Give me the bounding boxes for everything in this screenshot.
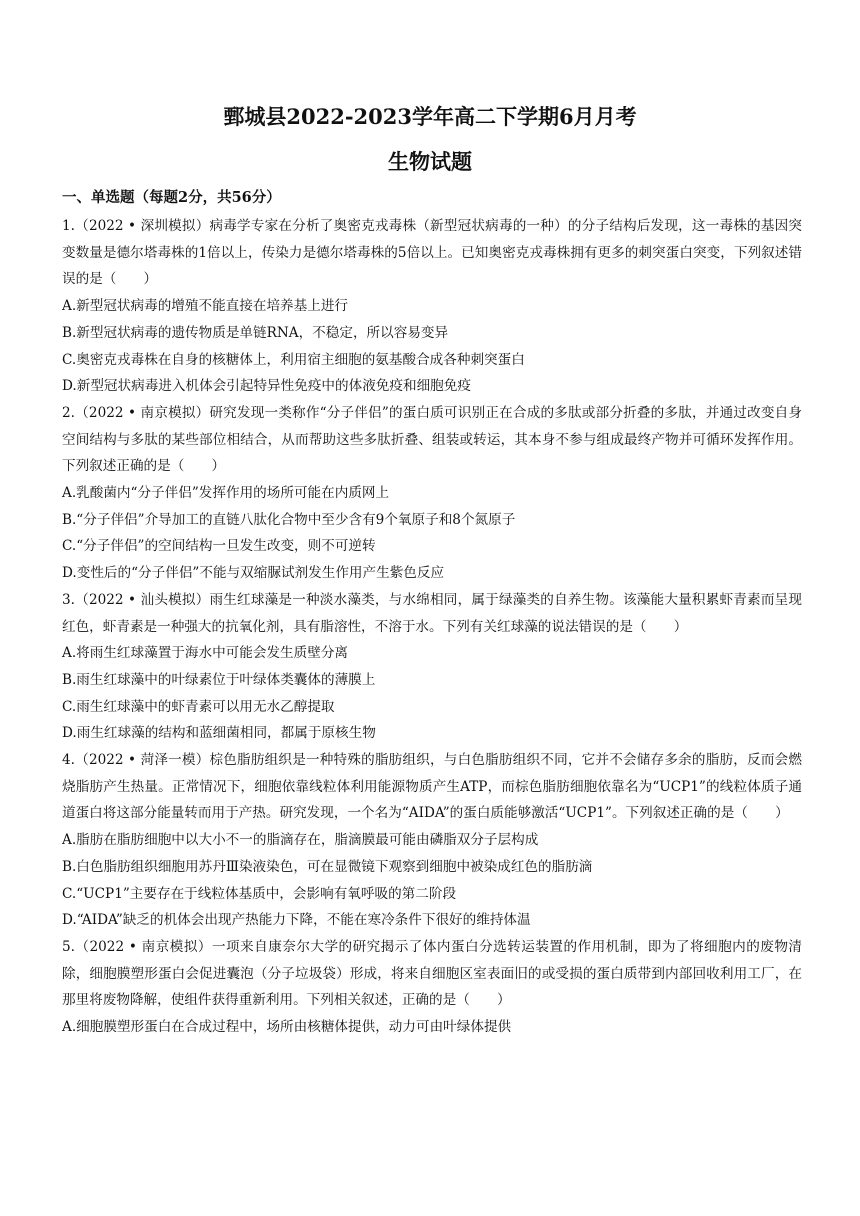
option-d: D.新型冠状病毒进入机体会引起特异性免疫中的体液免疫和细胞免疫	[62, 378, 471, 395]
question-4	[62, 747, 802, 934]
option-d: D.雨生红球藻的结构和蓝细菌相同，都属于原核生物	[62, 725, 376, 742]
question-stem: 5.（2022 • 南京模拟）一项来自康奈尔大学的研究揭示了体内蛋白分选转运装置的作用机制，即为了将细胞内的废物清除，细胞膜塑形蛋白会促进囊泡（分子垃圾袋）形成，将来自细胞区室表面旧的或受损的蛋白质带到内部回收利用工厂，在那里将废物降解，使组件获得重新利用。下列相关叙述，正确的是（ ）	[62, 938, 802, 1009]
question-3	[62, 587, 802, 747]
option-c: C.雨生红球藻中的虾青素可以用无水乙醇提取	[62, 698, 335, 715]
option-b: B.白色脂肪组织细胞用苏丹Ⅲ染液染色，可在显微镜下观察到细胞中被染成红色的脂肪滴	[62, 858, 593, 875]
question-list	[62, 213, 802, 1041]
option-c: C.“分子伴侣”的空间结构一旦发生改变，则不可逆转	[62, 538, 376, 555]
option-c: C.“UCP1”主要存在于线粒体基质中，会影响有氧呼吸的第二阶段	[62, 885, 457, 902]
option-b: B.雨生红球藻中的叶绿素位于叶绿体类囊体的薄膜上	[62, 671, 376, 688]
question-2	[62, 400, 802, 587]
option-a: A.脂肪在脂肪细胞中以大小不一的脂滴存在，脂滴膜最可能由磷脂双分子层构成	[62, 832, 539, 849]
option-b: B.新型冠状病毒的遗传物质是单链RNA，不稳定，所以容易变异	[62, 324, 449, 341]
exam-title: 鄄城县2022-2023学年高二下学期6月月考	[223, 104, 637, 129]
question-stem: 2.（2022 • 南京模拟）研究发现一类称作“分子伴侣”的蛋白质可识别正在合成的多肽或部分折叠的多肽，并通过改变自身空间结构与多肽的某些部位相结合，从而帮助这些多肽折叠、组装或转运，其本身不参与组成最终产物并可循环发挥作用。下列叙述正确的是（ ）	[62, 404, 802, 475]
option-a: A.细胞膜塑形蛋白在合成过程中，场所由核糖体提供，动力可由叶绿体提供	[62, 1019, 512, 1036]
option-d: D.变性后的“分子伴侣”不能与双缩脲试剂发生作用产生紫色反应	[62, 565, 445, 582]
section-heading: 一、单选题（每题2分，共56分）	[62, 189, 281, 206]
question-stem: 3.（2022 • 汕头模拟）雨生红球藻是一种淡水藻类，与水绵相同，属于绿藻类的自养生物。该藻能大量积累虾青素而呈现红色，虾青素是一种强大的抗氧化剂，具有脂溶性，不溶于水。下列有关红球藻的说法错误的是（ ）	[62, 591, 802, 635]
option-a: A.乳酸菌内“分子伴侣”发挥作用的场所可能在内质网上	[62, 485, 390, 502]
question-5	[62, 934, 802, 1041]
option-c: C.奥密克戎毒株在自身的核糖体上，利用宿主细胞的氨基酸合成各种刺突蛋白	[62, 351, 525, 368]
option-a: A.新型冠状病毒的增殖不能直接在培养基上进行	[62, 298, 349, 315]
question-1	[62, 213, 802, 400]
question-stem: 1.（2022 • 深圳模拟）病毒学专家在分析了奥密克戎毒株（新型冠状病毒的一种）的分子结构后发现，这一毒株的基因突变数量是德尔塔毒株的1倍以上，传染力是德尔塔毒株的5倍以上。已知奥密克戎毒株拥有更多的刺突蛋白突变，下列叙述错误的是（ ）	[62, 218, 802, 288]
question-stem: 4.（2022 • 菏泽一模）棕色脂肪组织是一种特殊的脂肪组织，与白色脂肪组织不同，它并不会储存多余的脂肪，反而会燃烧脂肪产生热量。正常情况下，细胞依靠线粒体利用能源物质产生ATP，而棕色脂肪细胞依靠名为“UCP1”的线粒体质子通道蛋白将这部分能量转而用于产热。研究发现，一个名为“AIDA”的蛋白质能够激活“UCP1”。下列叙述正确的是（ ）	[62, 752, 802, 822]
exam-subtitle: 生物试题	[388, 149, 472, 174]
option-a: A.将雨生红球藻置于海水中可能会发生质壁分离	[62, 645, 349, 662]
option-d: D.“AIDA”缺乏的机体会出现产热能力下降，不能在寒冷条件下很好的维持体温	[62, 912, 531, 929]
option-b: B.“分子伴侣”介导加工的直链八肽化合物中至少含有9个氧原子和8个氮原子	[62, 511, 516, 528]
